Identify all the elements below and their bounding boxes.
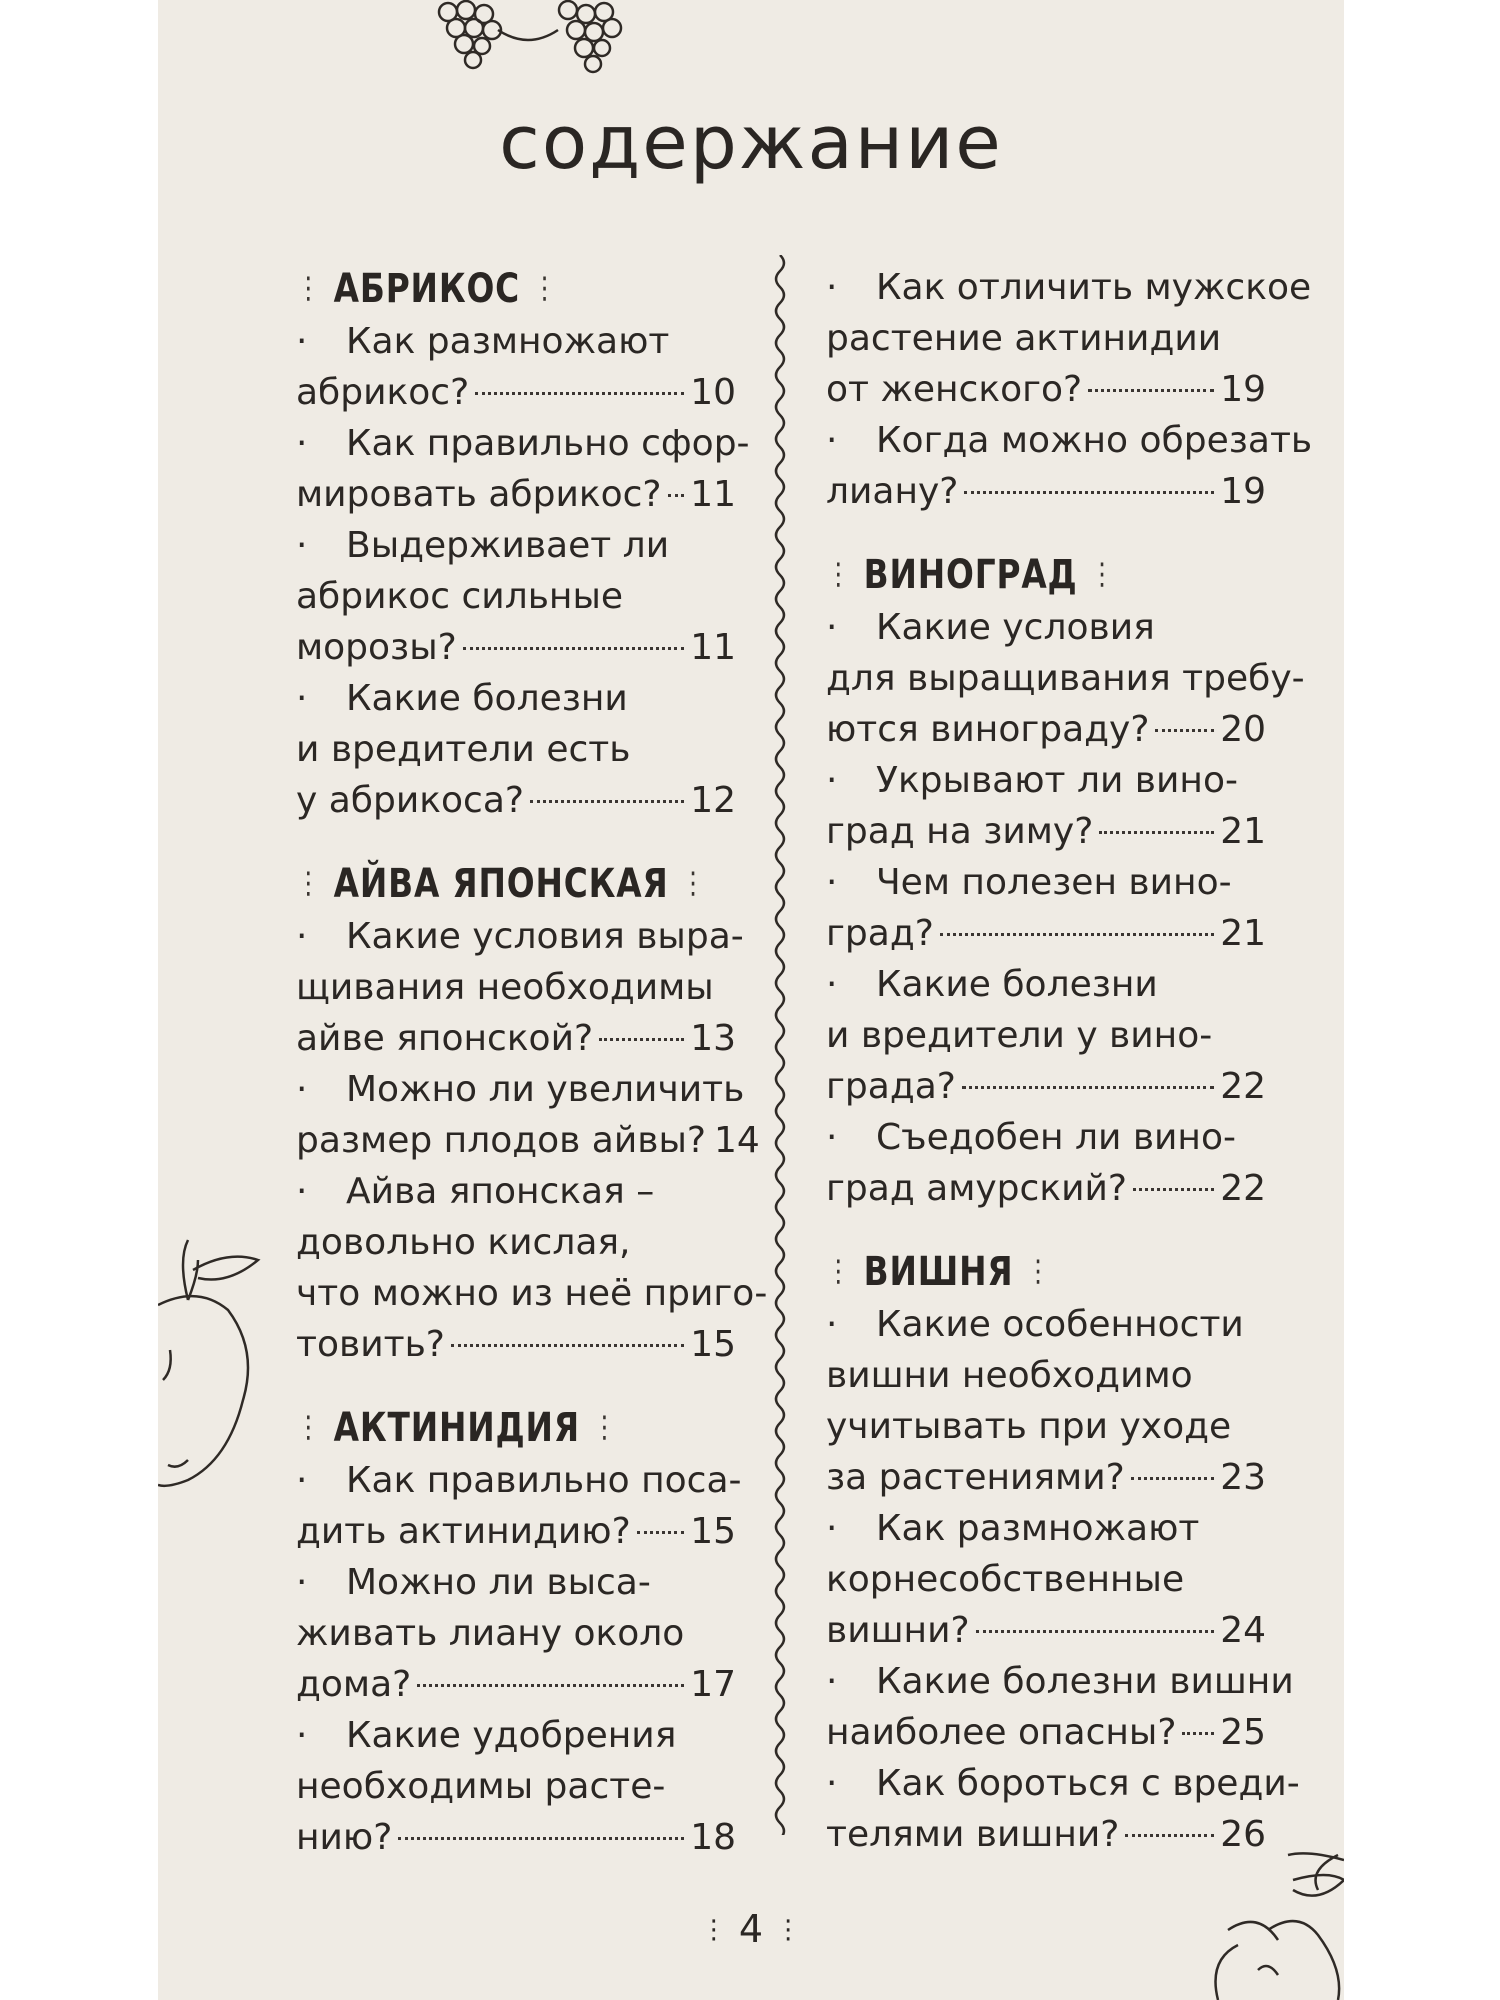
toc-entry	[296, 911, 744, 1064]
entry-text-line: · Как правильно сфор-	[296, 418, 736, 469]
entry-text-line: · Можно ли выса-	[296, 1557, 736, 1608]
entry-leader-line	[826, 1809, 1266, 1860]
toc-entry	[826, 1112, 1266, 1214]
entry-text-last: град на зиму?	[826, 811, 1094, 852]
entry-leader-line	[296, 775, 736, 826]
section-heading-text: АБРИКОС	[333, 266, 521, 312]
entry-text-last: града?	[826, 1066, 956, 1107]
entry-text-line: абрикос сильные	[296, 576, 624, 617]
entry-text-line: · Чем полезен вино-	[826, 857, 1266, 908]
entry-page-number: 15	[690, 1511, 736, 1552]
entry-text-line: · Какие болезни	[296, 673, 736, 724]
toc-entry	[826, 262, 1312, 415]
entry-page-number: 18	[690, 1817, 736, 1858]
entry-page-number: 19	[1220, 471, 1266, 512]
entry-leader-line	[826, 908, 1266, 959]
dot-leader	[1088, 389, 1214, 392]
entry-text-line: · Какие условия выра-	[296, 911, 736, 962]
toc-entry	[296, 1064, 760, 1166]
toc-entry	[826, 602, 1305, 755]
entry-text-last: за растениями?	[826, 1457, 1125, 1498]
entry-text-line: щивания необходимы	[296, 967, 714, 1008]
heading-ornament-left: ⋮	[296, 1410, 322, 1445]
toc-entry	[826, 1299, 1266, 1503]
dot-leader	[599, 1038, 684, 1041]
toc-entry	[826, 857, 1266, 959]
toc-column-right	[826, 262, 1313, 1891]
entry-page-number: 12	[690, 780, 736, 821]
entry-text-line: · Можно ли увеличить	[296, 1064, 736, 1115]
toc-entry	[296, 1710, 736, 1863]
entry-text-last: размер плодов айвы?	[296, 1120, 707, 1161]
dot-leader	[1099, 831, 1214, 834]
entry-text-line: · Выдерживает ли	[296, 520, 736, 571]
toc-column-left	[296, 262, 768, 1894]
entry-leader-line	[826, 1605, 1266, 1656]
entry-leader-line	[296, 367, 736, 418]
entry-text-line: живать лиану около	[296, 1613, 685, 1654]
heading-ornament-right: ⋮	[592, 1410, 618, 1445]
entry-text-last: вишни?	[826, 1610, 970, 1651]
toc-entry	[296, 1166, 768, 1370]
entry-text-line: для выращивания требу-	[826, 658, 1305, 699]
entry-leader-line	[826, 1163, 1266, 1214]
heading-ornament-left: ⋮	[296, 866, 322, 901]
entry-text-line: учитывать при уходе	[826, 1406, 1232, 1447]
toc-section	[296, 262, 750, 826]
toc-entry	[296, 316, 736, 418]
entry-leader-line	[296, 1506, 736, 1557]
dot-leader	[962, 1086, 1214, 1089]
entry-leader-line	[826, 1452, 1266, 1503]
toc-entry	[826, 1503, 1266, 1656]
dot-leader	[668, 494, 685, 497]
dot-leader	[637, 1531, 684, 1534]
heading-ornament-left: ⋮	[296, 271, 322, 306]
entry-page-number: 23	[1220, 1457, 1266, 1498]
entry-page-number: 26	[1220, 1814, 1266, 1855]
entry-text-line: довольно кислая,	[296, 1222, 631, 1263]
toc-entry	[296, 1455, 742, 1557]
entry-text-last: град амурский?	[826, 1168, 1127, 1209]
entry-leader-line	[826, 806, 1266, 857]
entry-leader-line	[826, 1707, 1266, 1758]
entry-text-last: мировать абрикос?	[296, 474, 662, 515]
entry-text-line: необходимы расте-	[296, 1766, 666, 1807]
section-heading	[296, 1401, 657, 1455]
page-number-ornament-left: ⋮	[700, 1915, 727, 1945]
section-heading-text: ВИНОГРАД	[863, 552, 1078, 598]
entry-page-number: 11	[690, 474, 736, 515]
dot-leader	[1131, 1477, 1214, 1480]
entry-leader-line	[296, 1659, 736, 1710]
dot-leader	[1155, 729, 1214, 732]
entry-leader-line	[296, 1319, 736, 1370]
toc-entry	[826, 415, 1313, 517]
dot-leader	[451, 1344, 684, 1347]
entry-text-line: · Какие особенности	[826, 1299, 1266, 1350]
entry-text-last: айве японской?	[296, 1018, 594, 1059]
entry-text-line: растение актинидии	[826, 318, 1222, 359]
entry-leader-line	[296, 622, 736, 673]
section-heading	[296, 857, 707, 911]
entry-page-number: 11	[690, 627, 736, 668]
heading-ornament-right: ⋮	[680, 866, 707, 901]
entry-text-last: дить актинидию?	[296, 1511, 631, 1552]
entry-leader-line	[296, 469, 736, 520]
section-heading	[826, 1245, 1187, 1299]
toc-entry	[826, 1758, 1300, 1860]
entry-text-line: вишни необходимо	[826, 1355, 1193, 1396]
heading-ornament-right: ⋮	[532, 271, 558, 306]
toc-entry	[296, 418, 750, 520]
section-heading	[826, 548, 1187, 602]
toc-section	[296, 857, 768, 1370]
entry-leader-line	[296, 1013, 736, 1064]
entry-text-line: · Как отличить мужское	[826, 262, 1266, 313]
entry-page-number: 21	[1220, 913, 1266, 954]
entry-text-line: · Как размножают	[296, 316, 736, 367]
entry-page-number: 10	[690, 372, 736, 413]
toc-entry	[296, 520, 736, 673]
dot-leader	[1182, 1732, 1214, 1735]
entry-leader-line	[826, 364, 1266, 415]
toc-section	[826, 548, 1305, 1214]
entry-text-line: · Какие удобрения	[296, 1710, 736, 1761]
toc-entry	[296, 673, 736, 826]
entry-text-line: · Какие болезни	[826, 959, 1266, 1010]
entry-text-last: морозы?	[296, 627, 457, 668]
entry-page-number: 15	[690, 1324, 736, 1365]
toc-entry	[296, 1557, 736, 1710]
raspberry-illustration-icon	[428, 0, 688, 80]
entry-text-last: абрикос?	[296, 372, 470, 413]
entry-page-number: 19	[1220, 369, 1266, 410]
entry-text-line: · Как правильно поса-	[296, 1455, 736, 1506]
entry-text-last: ются винограду?	[826, 709, 1150, 750]
entry-text-last: лиану?	[826, 471, 959, 512]
entry-text-line: корнесобственные	[826, 1559, 1185, 1600]
entry-text-line: · Как размножают	[826, 1503, 1266, 1554]
dot-leader	[1125, 1834, 1214, 1837]
section-heading-text: АЙВА ЯПОНСКАЯ	[333, 861, 669, 907]
entry-text-last: нию?	[296, 1817, 393, 1858]
toc-section	[826, 262, 1313, 517]
entry-text-last: телями вишни?	[826, 1814, 1120, 1855]
entry-text-last: дома?	[296, 1664, 412, 1705]
entry-text-line: и вредители у вино-	[826, 1015, 1213, 1056]
heading-ornament-right: ⋮	[1089, 557, 1116, 592]
entry-page-number: 20	[1220, 709, 1266, 750]
toc-entry	[826, 1656, 1294, 1758]
dot-leader	[530, 800, 684, 803]
entry-text-last: товить?	[296, 1324, 445, 1365]
entry-text-line: · Съедобен ли вино-	[826, 1112, 1266, 1163]
entry-page-number: 14	[714, 1120, 760, 1161]
heading-ornament-right: ⋮	[1025, 1254, 1052, 1289]
dot-leader	[417, 1684, 684, 1687]
entry-text-line: · Какие условия	[826, 602, 1266, 653]
toc-entry	[826, 959, 1266, 1112]
entry-page-number: 21	[1220, 811, 1266, 852]
dot-leader	[463, 647, 684, 650]
entry-page-number: 25	[1220, 1712, 1266, 1753]
heading-ornament-left: ⋮	[826, 1254, 852, 1289]
dot-leader	[398, 1837, 684, 1840]
entry-text-last: град?	[826, 913, 934, 954]
entry-leader-line	[826, 704, 1266, 755]
entry-page-number: 22	[1220, 1168, 1266, 1209]
entry-text-last: наиболее опасны?	[826, 1712, 1177, 1753]
entry-text-line: · Как бороться с вреди-	[826, 1758, 1266, 1809]
entry-text-last: от женского?	[826, 369, 1083, 410]
entry-text-line: · Какие болезни вишни	[826, 1656, 1266, 1707]
toc-section	[296, 1401, 742, 1863]
toc-section	[826, 1245, 1300, 1860]
entry-text-line: что можно из неё приго-	[296, 1273, 768, 1314]
entry-page-number: 13	[690, 1018, 736, 1059]
page-number	[158, 1904, 1344, 1955]
entry-page-number: 17	[690, 1664, 736, 1705]
column-divider	[770, 255, 790, 1835]
entry-text-line: · Когда можно обрезать	[826, 415, 1266, 466]
section-heading-text: АКТИНИДИЯ	[333, 1405, 580, 1451]
entry-page-number: 24	[1220, 1610, 1266, 1651]
entry-page-number: 22	[1220, 1066, 1266, 1107]
heading-ornament-left: ⋮	[826, 557, 852, 592]
entry-leader-line	[296, 1115, 760, 1166]
apple-illustration-left-icon	[158, 1230, 268, 1520]
dot-leader	[475, 392, 684, 395]
page-number-ornament-right: ⋮	[775, 1915, 802, 1945]
entry-text-last: у абрикоса?	[296, 780, 524, 821]
entry-leader-line	[826, 466, 1266, 517]
page-title: содержание	[499, 100, 1003, 186]
dot-leader	[1133, 1188, 1214, 1191]
toc-entry	[826, 755, 1266, 857]
entry-text-line: · Укрывают ли вино-	[826, 755, 1266, 806]
page-number-value: 4	[738, 1907, 764, 1951]
dot-leader	[964, 491, 1214, 494]
section-heading	[296, 262, 657, 316]
entry-leader-line	[296, 1812, 736, 1863]
dot-leader	[976, 1630, 1215, 1633]
entry-text-line: и вредители есть	[296, 729, 631, 770]
entry-leader-line	[826, 1061, 1266, 1112]
section-heading-text: ВИШНЯ	[863, 1249, 1014, 1295]
book-page	[158, 0, 1344, 2000]
dot-leader	[940, 933, 1214, 936]
entry-text-line: · Айва японская –	[296, 1166, 736, 1217]
